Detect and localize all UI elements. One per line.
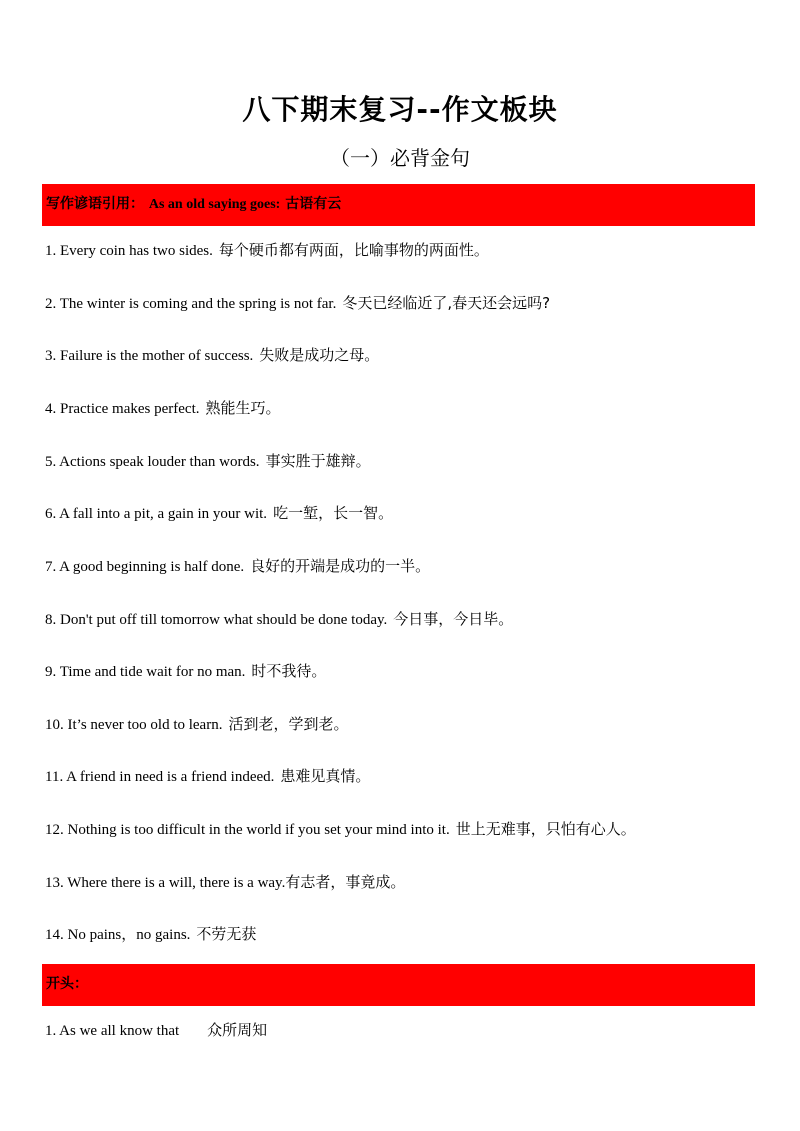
item-chinese: 今日事，今日毕。 (393, 610, 514, 628)
item-chinese: 不劳无获 (196, 925, 257, 943)
list-item (45, 397, 281, 418)
section-header-label-cn: 写作谚语引用： (46, 196, 144, 212)
item-english: 11. A friend in need is a friend indeed. (45, 769, 275, 785)
item-chinese: 吃一堑，长一智。 (273, 504, 394, 522)
item-english: 2. The winter is coming and the spring is not far. (45, 296, 337, 312)
item-chinese: 每个硬币都有两面，比喻事物的两面性。 (218, 241, 489, 259)
item-english: 7. A good beginning is half done. (45, 559, 245, 575)
list-item (45, 660, 326, 681)
item-chinese: 事实胜于雄辩。 (265, 452, 371, 470)
item-chinese: 失败是成功之母。 (259, 346, 380, 364)
section-header-label-cn2: 古语有云 (285, 196, 342, 212)
list-item (45, 555, 430, 576)
item-chinese: 众所周知 (207, 1021, 268, 1039)
section-header-label-en: As an old saying goes: (148, 197, 281, 212)
section-header-label (46, 193, 341, 213)
page-title: 八下期末复习--作文板块 (242, 93, 558, 126)
item-english: 5. Actions speak louder than words. (45, 454, 260, 470)
item-english: 6. A fall into a pit, a gain in your wit. (45, 506, 268, 522)
item-chinese: 患难见真情。 (280, 767, 371, 785)
item-english: 1. Every coin has two sides. (45, 243, 213, 259)
page-subtitle: （一）必背金句 (330, 146, 470, 170)
item-english: 8. Don't put off till tomorrow what should be done today. (45, 612, 388, 628)
item-english: 3. Failure is the mother of success. (45, 348, 254, 364)
item-english: 4. Practice makes perfect. (45, 401, 200, 417)
section-header-opening (42, 964, 755, 1006)
item-chinese: 时不我待。 (251, 662, 327, 680)
list-item (45, 923, 256, 944)
list-item (45, 1019, 267, 1040)
list-item (45, 871, 405, 892)
item-english: 10. It’s never too old to learn. (45, 717, 223, 733)
list-item (45, 765, 370, 786)
section-header-label-cn: 开头： (46, 976, 88, 992)
list-item (45, 450, 371, 471)
section-header-sayings (42, 184, 755, 226)
item-english: 14. No pains，no gains. (45, 927, 191, 943)
list-item (45, 344, 379, 365)
item-chinese: 有志者，事竟成。 (285, 873, 406, 891)
item-chinese: 冬天已经临近了,春天还会远吗? (342, 294, 551, 312)
list-item (45, 292, 550, 313)
item-chinese: 活到老，学到老。 (228, 715, 349, 733)
list-item (45, 239, 489, 260)
list-item (45, 713, 348, 734)
item-chinese: 世上无难事，只怕有心人。 (455, 820, 636, 838)
item-chinese: 良好的开端是成功的一半。 (250, 557, 431, 575)
item-english: 12. Nothing is too difficult in the world if you set your mind into it. (45, 822, 450, 838)
item-chinese: 熟能生巧。 (205, 399, 281, 417)
item-english: 13. Where there is a will, there is a way. (45, 875, 286, 891)
section-header-label (46, 973, 88, 993)
item-english: 9. Time and tide wait for no man. (45, 664, 246, 680)
list-item (45, 608, 513, 629)
list-item (45, 818, 636, 839)
list-item (45, 502, 393, 523)
item-english: 1. As we all know that (45, 1023, 180, 1039)
